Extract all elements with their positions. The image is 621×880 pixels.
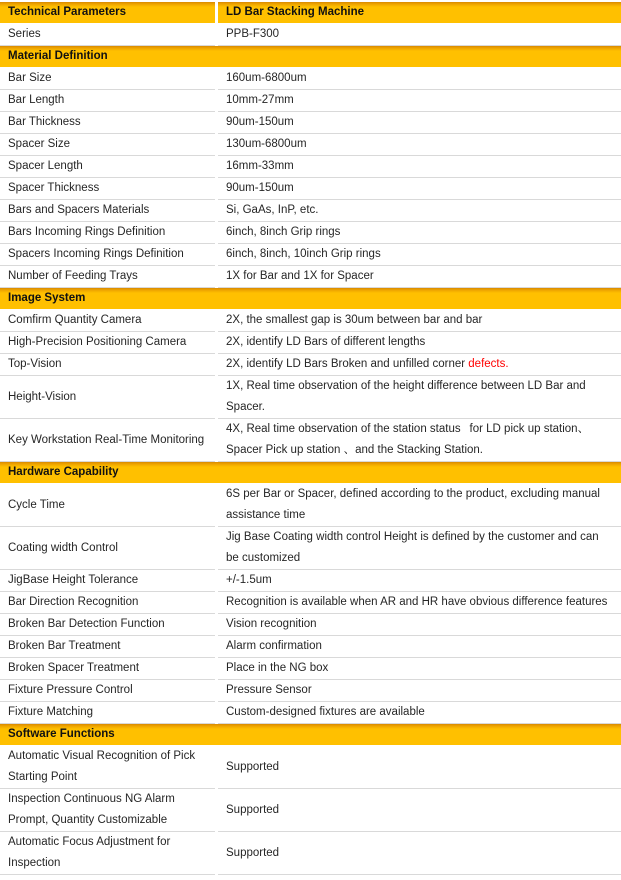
parameter-label: Series: [0, 24, 215, 46]
parameter-value-text: LD Bar Stacking Machine: [226, 6, 365, 18]
parameter-label: Cycle Time: [0, 484, 215, 527]
parameter-value-text: 4X, Real time observation of the station status for LD pick up station、Spacer Pick up station 、and the Stacking Station.: [226, 423, 590, 456]
parameter-label: Key Workstation Real-Time Monitoring: [0, 419, 215, 462]
parameter-value: [218, 222, 621, 244]
parameter-label: Broken Bar Detection Function: [0, 614, 215, 636]
parameter-label: Bars Incoming Rings Definition: [0, 222, 215, 244]
table-title-right: [218, 2, 621, 24]
parameter-value: [218, 702, 621, 724]
parameter-value-text: 90um-150um: [226, 116, 294, 128]
parameter-value-text: Vision recognition: [226, 618, 317, 630]
parameter-value-text: 90um-150um: [226, 182, 294, 194]
parameter-label: Bar Size: [0, 68, 215, 90]
parameter-value-text: Jig Base Coating width control Height is defined by the customer and can be customized: [226, 531, 599, 564]
parameter-value-text: Si, GaAs, InP, etc.: [226, 204, 319, 216]
parameter-value-text: 2X, identify LD Bars of different lengths: [226, 336, 426, 348]
parameter-value: [218, 527, 621, 570]
parameter-label: JigBase Height Tolerance: [0, 570, 215, 592]
parameter-value: [218, 658, 621, 680]
parameter-label: Automatic Focus Adjustment for Inspection: [0, 832, 215, 875]
parameter-value-text: +/-1.5um: [226, 574, 272, 586]
defect-alert-text: defects.: [468, 358, 509, 370]
parameter-value: [218, 614, 621, 636]
parameter-label: Spacer Thickness: [0, 178, 215, 200]
parameter-value: [218, 789, 621, 832]
parameter-value: [218, 332, 621, 354]
parameter-value-text: Recognition is available when AR and HR have obvious difference features: [226, 596, 608, 608]
parameter-label: Coating width Control: [0, 527, 215, 570]
parameter-value-text: 16mm-33mm: [226, 160, 294, 172]
parameter-value: [218, 570, 621, 592]
parameter-value: [218, 310, 621, 332]
parameter-label: Bar Length: [0, 90, 215, 112]
parameter-value-text: Supported: [226, 760, 280, 773]
parameter-label: Inspection Continuous NG Alarm Prompt, Quantity Customizable: [0, 789, 215, 832]
parameter-value-text: 130um-6800um: [226, 138, 307, 150]
parameter-label: Comfirm Quantity Camera: [0, 310, 215, 332]
parameter-value-text: 2X, the smallest gap is 30um between bar and bar: [226, 314, 483, 326]
parameter-value: [218, 24, 621, 46]
parameter-value: [218, 112, 621, 134]
technical-parameters-table: [0, 2, 621, 875]
parameter-label: Fixture Pressure Control: [0, 680, 215, 702]
parameter-value-text: 2X, identify LD Bars Broken and unfilled corner defects.: [226, 358, 509, 370]
parameter-label: Bar Direction Recognition: [0, 592, 215, 614]
parameter-value: [218, 90, 621, 112]
section-header-row: Software Functions: [0, 724, 621, 746]
parameter-value: [218, 68, 621, 90]
section-header-row: Material Definition: [0, 46, 621, 68]
parameter-value-text: Place in the NG box: [226, 662, 329, 674]
parameter-label: Broken Bar Treatment: [0, 636, 215, 658]
parameter-value: [218, 376, 621, 419]
parameter-value: [218, 134, 621, 156]
parameter-value-text: Pressure Sensor: [226, 684, 312, 696]
table-title-left: Technical Parameters: [0, 2, 215, 24]
parameter-value: [218, 354, 621, 376]
parameter-value: [218, 746, 621, 789]
parameter-value-text: 160um-6800um: [226, 72, 307, 84]
parameter-value-text: 6S per Bar or Spacer, defined according to the product, excluding manual assistance time: [226, 488, 600, 521]
parameter-label: Automatic Visual Recognition of Pick Starting Point: [0, 746, 215, 789]
section-header-row: Hardware Capability: [0, 462, 621, 484]
parameter-label: Height-Vision: [0, 376, 215, 419]
parameter-value: [218, 244, 621, 266]
parameter-value: [218, 680, 621, 702]
parameter-label: Top-Vision: [0, 354, 215, 376]
parameter-label: Bar Thickness: [0, 112, 215, 134]
parameter-value: [218, 266, 621, 288]
parameter-value-text: 10mm-27mm: [226, 94, 294, 106]
parameter-label: Spacers Incoming Rings Definition: [0, 244, 215, 266]
parameter-label: Number of Feeding Trays: [0, 266, 215, 288]
parameter-label: High-Precision Positioning Camera: [0, 332, 215, 354]
parameter-value-text: 6inch, 8inch, 10inch Grip rings: [226, 248, 381, 260]
parameter-value-text: Alarm confirmation: [226, 640, 322, 652]
parameter-value-text: 1X for Bar and 1X for Spacer: [226, 270, 374, 282]
parameter-value: [218, 200, 621, 222]
parameter-value-text: Custom-designed fixtures are available: [226, 706, 425, 718]
parameter-label: Spacer Size: [0, 134, 215, 156]
parameter-label: Spacer Length: [0, 156, 215, 178]
parameter-value: [218, 178, 621, 200]
parameter-value: [218, 156, 621, 178]
parameter-value: [218, 832, 621, 875]
parameter-value-text: Supported: [226, 846, 280, 859]
parameter-value-text: Supported: [226, 803, 280, 816]
parameter-label: Fixture Matching: [0, 702, 215, 724]
parameter-value-text: 1X, Real time observation of the height difference between LD Bar and Spacer.: [226, 380, 586, 413]
parameter-label: Bars and Spacers Materials: [0, 200, 215, 222]
parameter-value: [218, 636, 621, 658]
parameter-value: [218, 592, 621, 614]
parameter-value-text: 6inch, 8inch Grip rings: [226, 226, 341, 238]
section-header-row: Image System: [0, 288, 621, 310]
parameter-label: Broken Spacer Treatment: [0, 658, 215, 680]
parameter-value-text: PPB-F300: [226, 28, 280, 40]
parameter-value: [218, 419, 621, 462]
parameter-value: [218, 484, 621, 527]
